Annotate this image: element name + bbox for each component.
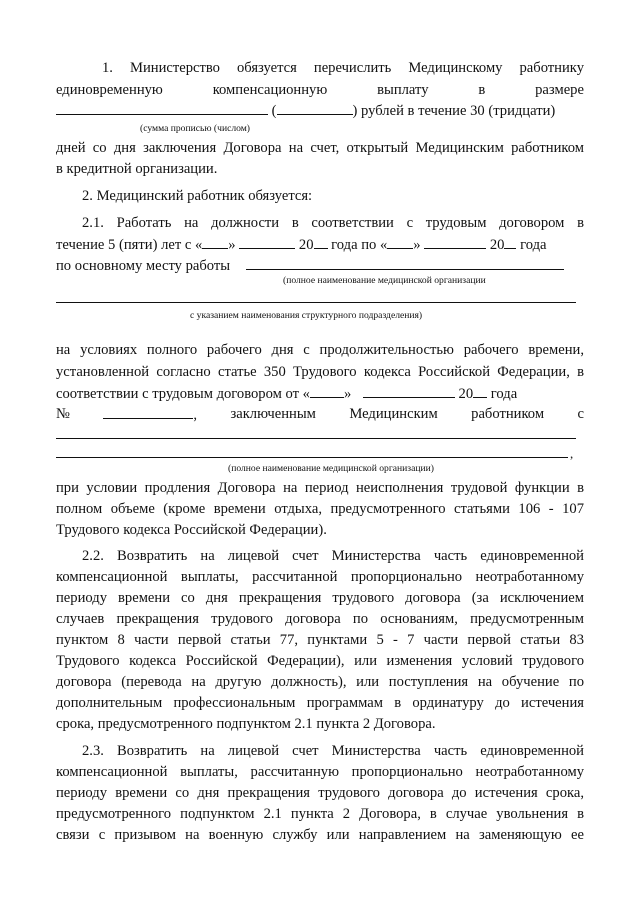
p22-line: Трудового кодекса Российской Федерации), или изменения условий трудового [56, 653, 584, 669]
workplace-field[interactable] [246, 255, 564, 270]
p22-line: дополнительным профессиональным программам в ординатуру до истечения [56, 695, 584, 711]
p1-line-5: в кредитной организации. [56, 161, 218, 177]
p1-word: единовременную [56, 82, 163, 98]
text: соответствии с трудовым договором от « [56, 386, 310, 402]
text: Медицинским [349, 406, 438, 422]
day-from-field[interactable] [202, 234, 228, 249]
p21-cont-7: Трудового кодекса Российской Федерации). [56, 522, 327, 538]
text: » [228, 237, 236, 253]
year-to-field[interactable] [504, 234, 516, 249]
contract-number-group [103, 404, 197, 425]
p21-cont-5: при условии продления Договора на период неисполнения трудовой функции в [56, 480, 584, 496]
p22-line: 2.2. Возвратить на лицевой счет Министерства часть единовременной [82, 548, 584, 564]
p1-word: компенсационную [212, 82, 328, 98]
p23-line: связи с призывом на военную службу или направлением на заменяющую ее [56, 827, 584, 843]
month-from-field[interactable] [239, 234, 295, 249]
workplace-line-2[interactable] [56, 302, 576, 303]
p21-cont-2: установленной согласно статье 350 Трудового кодекса Российской Федерации, в [56, 364, 584, 380]
p22-line: случаев прекращения трудового договора по основаниям, предусмотренным [56, 611, 584, 627]
p23-line: компенсационной выплаты, рассчитанную пропорционально неотработанному [56, 764, 584, 780]
p22-line: периоду времени со дня прекращения трудового договора (за исключением [56, 590, 584, 606]
paren-open: ( [271, 103, 277, 119]
p22-line: пунктом 8 части первой статьи 77, пунктами 5 - 7 части первой статьи 83 [56, 632, 584, 648]
p21-cont-6: полном объеме (кроме времени отдыха, предусмотренного статьями 106 - 107 [56, 501, 584, 517]
caption-unit: с указанием наименования структурного подразделения) [190, 310, 423, 321]
p2-heading: 2. Медицинский работник обязуется: [82, 188, 313, 204]
org-line-1[interactable] [56, 438, 576, 439]
p23-line: периоду времени со дня прекращения трудового договора до истечения срока, [56, 785, 584, 801]
text: заключенным [230, 406, 316, 422]
number-sign: № [56, 406, 70, 422]
p1-line-3-tail: ) рублей в течение 30 (тридцати) [352, 103, 556, 119]
p21-line-2 [56, 234, 584, 255]
org-line-2[interactable] [56, 457, 568, 458]
p1-line-4: дней со дня заключения Договора на счет, открытый Медицинским работником [56, 140, 584, 156]
p22-line: договора (перевода на другую должность), или поступления на обучение по [56, 674, 584, 690]
amount-number-field[interactable] [277, 100, 353, 115]
p1-line-2 [56, 80, 584, 100]
org-line-comma: , [570, 446, 574, 461]
caption-amount: (сумма прописью (числом) [140, 123, 251, 134]
p21-cont-4 [56, 404, 584, 425]
year-from-field[interactable] [314, 234, 328, 249]
caption-org-2: (полное наименование медицинской организации) [228, 463, 434, 474]
text: 20 [486, 237, 505, 253]
text: течение 5 (пяти) лет с « [56, 237, 203, 253]
day-to-field[interactable] [387, 234, 413, 249]
p1-line-1: 1. Министерство обязуется перечислить Медицинскому работнику [102, 60, 584, 76]
text: по основному месту работы [56, 258, 231, 274]
p23-line: 2.3. Возвратить на лицевой счет Министерства часть единовременной [82, 743, 584, 759]
p22-line: компенсационной выплаты, рассчитанной пропорционально неотработанному [56, 569, 584, 585]
text: , [193, 407, 198, 423]
text: 20 [295, 237, 314, 253]
text: работником [471, 406, 545, 422]
text: года [487, 386, 518, 402]
text: года по « [327, 237, 388, 253]
p1-word: выплату [377, 82, 429, 98]
p21-cont-1: на условиях полного рабочего дня с продолжительностью рабочего времени, [56, 342, 584, 358]
p1-word: в [478, 82, 486, 98]
contract-month-field[interactable] [363, 383, 455, 398]
contract-day-field[interactable] [310, 383, 344, 398]
p23-line: предусмотренного подпунктом 2.1 пункта 2 Договора, в случае увольнения в [56, 806, 584, 822]
p1-word: размере [535, 82, 584, 98]
text: » [343, 386, 352, 402]
amount-words-field[interactable] [56, 100, 268, 115]
text: 20 [458, 386, 474, 402]
p22-line: срока, предусмотренного подпунктом 2.1 пункта 2 Договора. [56, 716, 436, 732]
p21-line-1: 2.1. Работать на должности в соответствии с трудовым договором в [82, 215, 584, 231]
month-to-field[interactable] [424, 234, 486, 249]
contract-year-field[interactable] [473, 383, 487, 398]
p21-cont-3 [56, 383, 584, 404]
text: » [413, 237, 421, 253]
caption-org: (полное наименование медицинской организации [283, 275, 486, 286]
text: с [577, 406, 584, 422]
p21-line-3 [56, 255, 584, 276]
p1-line-3 [56, 100, 584, 121]
contract-number-field[interactable] [103, 404, 193, 419]
text: года [516, 237, 547, 253]
